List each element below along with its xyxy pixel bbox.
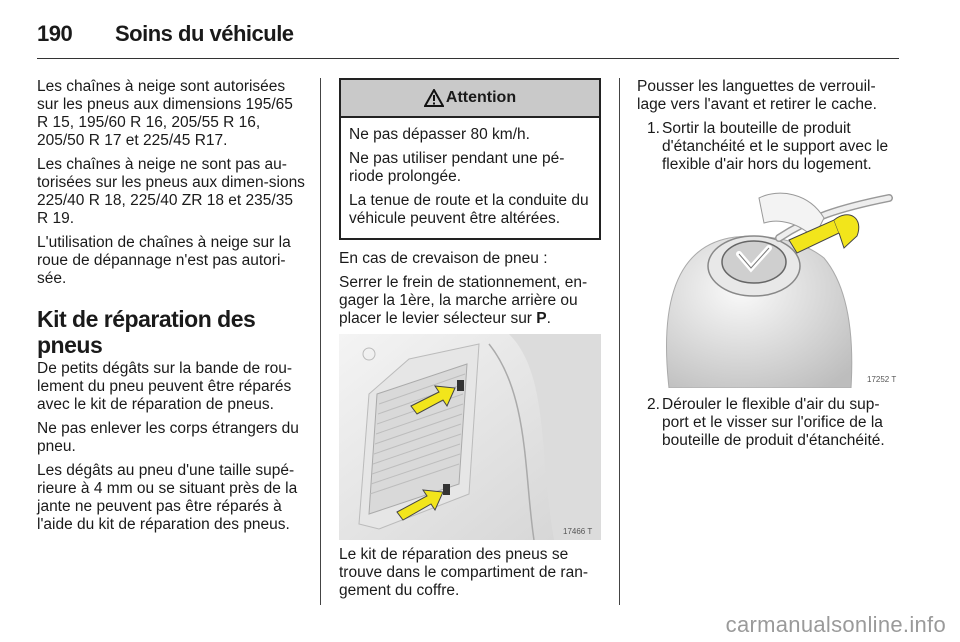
trunk-compartment-illustration bbox=[339, 334, 601, 540]
attention-line-1: Ne pas dépasser 80 km/h. bbox=[349, 126, 530, 143]
column-divider-2 bbox=[619, 78, 620, 605]
parking-brake-text-end: . bbox=[546, 310, 551, 327]
foreign-bodies-text: Ne pas enlever les corps étrangers du pneu. bbox=[37, 420, 299, 455]
kit-location-text: Le kit de réparation des pneus se trouve dans le compartiment de ran-gement du coffre. bbox=[339, 546, 588, 599]
snow-chains-not-allowed-text: Les chaînes à neige ne sont pas au-torisées sur les pneus aux dimen-sions 225/40 R 18, 225/40 ZR 18 et 235/35 R 19. bbox=[37, 156, 305, 227]
damage-limit-text: Les dégâts au pneu d'une taille supé-rieure à 4 mm ou se situant près de la jante ne peuvent pas être réparés à l'aide du kit de réparation des pneus. bbox=[37, 462, 298, 533]
column-2 bbox=[339, 78, 601, 606]
header-divider bbox=[37, 58, 899, 59]
repair-kit-intro-text: De petits dégâts sur la bande de rou-lement du pneu peuvent être réparés avec le kit de réparation de pneus. bbox=[37, 360, 293, 413]
figure-code-2: 17252 T bbox=[867, 375, 897, 384]
attention-line-3: La tenue de route et la conduite du véhicule peuvent être altérées. bbox=[349, 192, 589, 227]
sealant-bottle-illustration bbox=[639, 178, 901, 388]
step-1-text: Sortir la bouteille de produit d'étanchéité et le support avec le flexible d'air hors du logement. bbox=[662, 120, 889, 173]
attention-box bbox=[339, 78, 601, 240]
page-number: 190 bbox=[37, 21, 73, 46]
site-watermark: carmanualsonline.info bbox=[725, 612, 946, 637]
column-3 bbox=[637, 78, 902, 450]
sealant-bottle-figure bbox=[639, 178, 901, 388]
step-2-number: 2. bbox=[647, 396, 660, 413]
steps-list bbox=[637, 120, 902, 174]
remove-cover-text: Pousser les languettes de verrouil-lage vers l'avant et retirer le cache. bbox=[637, 78, 877, 113]
steps-list-2 bbox=[637, 396, 902, 450]
warning-triangle-icon bbox=[424, 89, 444, 107]
attention-header bbox=[341, 80, 599, 118]
step-2 bbox=[637, 396, 902, 450]
snow-chains-allowed-text: Les chaînes à neige sont autorisées sur les pneus aux dimensions 195/65 R 15, 195/60 R 16, 205/55 R 16, 205/50 R 17 et 225/45 R17. bbox=[37, 78, 293, 149]
parking-brake-text bbox=[339, 274, 601, 328]
figure-code-1: 17466 T bbox=[563, 527, 593, 536]
trunk-compartment-figure bbox=[339, 334, 601, 540]
section-heading: Kit de réparation des pneus bbox=[37, 306, 256, 358]
attention-body bbox=[341, 118, 599, 238]
step-1 bbox=[637, 120, 902, 174]
step-2-text: Dérouler le flexible d'air du sup-port et le visser sur l'orifice de la bouteille de produit d'étanchéité. bbox=[662, 396, 885, 449]
column-1 bbox=[37, 78, 307, 540]
step-1-number: 1. bbox=[647, 120, 660, 137]
attention-title: Attention bbox=[445, 89, 517, 106]
flat-tyre-text: En cas de crevaison de pneu : bbox=[339, 250, 548, 267]
attention-line-2: Ne pas utiliser pendant une pé-riode prolongée. bbox=[349, 150, 565, 185]
spare-wheel-chains-text: L'utilisation de chaînes à neige sur la roue de dépannage n'est pas autori-sée. bbox=[37, 234, 291, 287]
chapter-title: Soins du véhicule bbox=[115, 21, 294, 46]
parking-brake-text-start: Serrer le frein de stationnement, en-gager la 1ère, la marche arrière ou placer le levier sélecteur sur bbox=[339, 274, 588, 327]
column-divider-1 bbox=[320, 78, 321, 605]
page-header bbox=[37, 12, 897, 52]
selector-position-p: P bbox=[536, 310, 547, 327]
